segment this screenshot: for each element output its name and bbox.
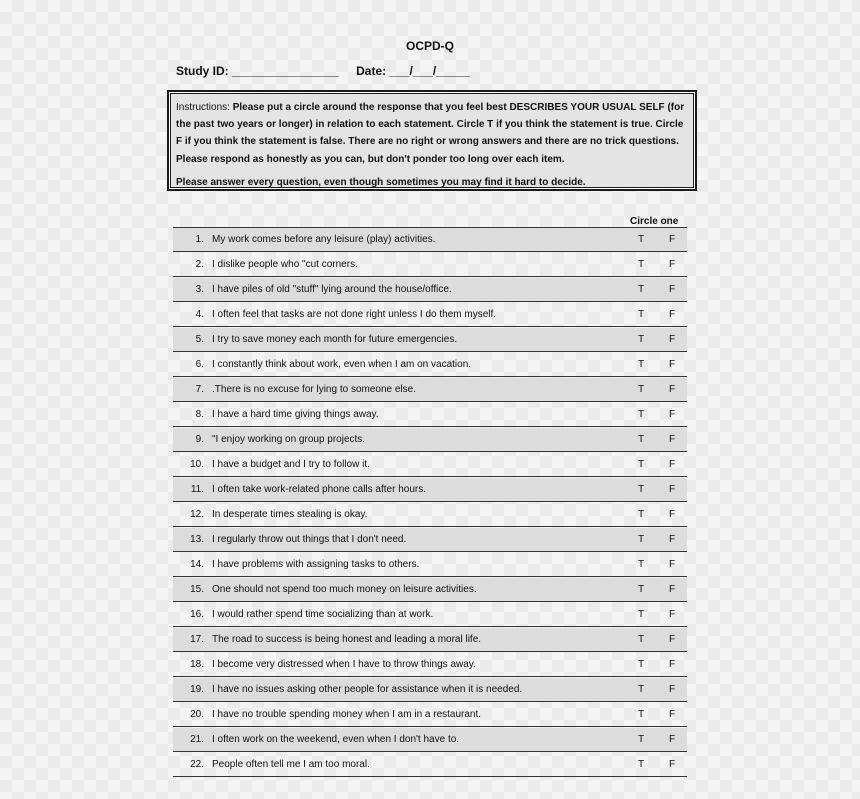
table-row bbox=[173, 553, 687, 577]
true-option[interactable]: T bbox=[638, 509, 645, 520]
form-title: OCPD-Q bbox=[406, 39, 454, 53]
item-number: 5. bbox=[195, 334, 204, 345]
true-option[interactable]: T bbox=[638, 409, 645, 420]
item-number: 2. bbox=[195, 259, 204, 270]
true-option[interactable]: T bbox=[638, 459, 645, 470]
false-option[interactable]: F bbox=[669, 534, 676, 545]
instructions-lead: Instructions: bbox=[176, 102, 230, 113]
table-row bbox=[173, 578, 687, 602]
table-row bbox=[173, 253, 687, 277]
item-statement: I would rather spend time socializing than at work. bbox=[212, 609, 434, 620]
table-row bbox=[173, 603, 687, 627]
true-option[interactable]: T bbox=[638, 234, 645, 245]
instructions-body: Please put a circle around the response that you feel best DESCRIBES YOUR USUAL SELF (for the past two years or longer) in relation to each statement. Circle T if you think the statement is true. Circle F if you think the statement is false. There are no right or wrong answers and there are no trick questions. Please respond as honestly as you can, but don't ponder too long over each item. bbox=[176, 102, 685, 165]
item-number: 8. bbox=[195, 409, 204, 420]
item-statement: "I enjoy working on group projects. bbox=[212, 434, 366, 445]
table-row bbox=[173, 753, 687, 777]
false-option[interactable]: F bbox=[669, 734, 676, 745]
circle-one-header: Circle one bbox=[630, 216, 679, 227]
true-option[interactable]: T bbox=[638, 609, 645, 620]
item-statement: In desperate times stealing is okay. bbox=[212, 509, 368, 520]
item-statement: I constantly think about work, even when I am on vacation. bbox=[212, 359, 472, 370]
true-option[interactable]: T bbox=[638, 684, 645, 695]
table-row bbox=[173, 678, 687, 702]
false-option[interactable]: F bbox=[669, 684, 676, 695]
false-option[interactable]: F bbox=[669, 284, 676, 295]
item-number: 18. bbox=[190, 659, 204, 670]
item-statement: I often feel that tasks are not done right unless I do them myself. bbox=[212, 309, 497, 320]
table-row bbox=[173, 653, 687, 677]
false-option[interactable]: F bbox=[669, 484, 676, 495]
item-statement: The road to success is being honest and leading a moral life. bbox=[212, 634, 482, 645]
true-option[interactable]: T bbox=[638, 559, 645, 570]
item-number: 3. bbox=[195, 284, 204, 295]
false-option[interactable]: F bbox=[669, 259, 676, 270]
instructions-footer: Please answer every question, even though sometimes you may find it hard to decide. bbox=[176, 176, 586, 188]
item-number: 1. bbox=[195, 234, 204, 245]
true-option[interactable]: T bbox=[638, 259, 645, 270]
false-option[interactable]: F bbox=[669, 334, 676, 345]
item-statement: People often tell me I am too moral. bbox=[212, 759, 370, 770]
true-option[interactable]: T bbox=[638, 284, 645, 295]
true-option[interactable]: T bbox=[638, 384, 645, 395]
table-row bbox=[173, 328, 687, 352]
item-number: 14. bbox=[190, 559, 204, 570]
table-row bbox=[173, 503, 687, 527]
false-option[interactable]: F bbox=[669, 409, 676, 420]
item-number: 21. bbox=[190, 734, 204, 745]
false-option[interactable]: F bbox=[669, 234, 676, 245]
item-number: 16. bbox=[190, 609, 204, 620]
item-statement: I often take work-related phone calls after hours. bbox=[212, 484, 427, 495]
true-option[interactable]: T bbox=[638, 484, 645, 495]
item-number: 20. bbox=[190, 709, 204, 720]
table-row bbox=[173, 703, 687, 727]
true-option[interactable]: T bbox=[638, 534, 645, 545]
item-statement: I often work on the weekend, even when I don't have to. bbox=[212, 734, 460, 745]
true-option[interactable]: T bbox=[638, 434, 645, 445]
item-statement: I have a budget and I try to follow it. bbox=[212, 459, 370, 470]
true-option[interactable]: T bbox=[638, 334, 645, 345]
table-row bbox=[173, 228, 687, 252]
true-option[interactable]: T bbox=[638, 659, 645, 670]
false-option[interactable]: F bbox=[669, 309, 676, 320]
true-option[interactable]: T bbox=[638, 359, 645, 370]
item-number: 7. bbox=[195, 384, 204, 395]
study-id-field: Study ID: ________________ bbox=[176, 64, 339, 78]
item-statement: I become very distressed when I have to throw things away. bbox=[212, 659, 476, 670]
true-option[interactable]: T bbox=[638, 759, 645, 770]
instructions-text bbox=[176, 99, 690, 168]
true-option[interactable]: T bbox=[638, 309, 645, 320]
false-option[interactable]: F bbox=[669, 359, 676, 370]
item-number: 19. bbox=[190, 684, 204, 695]
false-option[interactable]: F bbox=[669, 559, 676, 570]
table-row bbox=[173, 353, 687, 377]
false-option[interactable]: F bbox=[669, 459, 676, 470]
questionnaire-table bbox=[173, 227, 687, 778]
true-option[interactable]: T bbox=[638, 634, 645, 645]
item-statement: I have no trouble spending money when I am in a restaurant. bbox=[212, 709, 482, 720]
false-option[interactable]: F bbox=[669, 709, 676, 720]
table-row bbox=[173, 628, 687, 652]
item-statement: I have problems with assigning tasks to others. bbox=[212, 559, 420, 570]
item-number: 12. bbox=[190, 509, 204, 520]
item-statement: I regularly throw out things that I don't need. bbox=[212, 534, 407, 545]
item-statement: One should not spend too much money on leisure activities. bbox=[212, 584, 477, 595]
false-option[interactable]: F bbox=[669, 384, 676, 395]
false-option[interactable]: F bbox=[669, 584, 676, 595]
item-number: 13. bbox=[190, 534, 204, 545]
item-number: 22. bbox=[190, 759, 204, 770]
table-row bbox=[173, 428, 687, 452]
item-number: 15. bbox=[190, 584, 204, 595]
table-row bbox=[173, 278, 687, 302]
table-row bbox=[173, 303, 687, 327]
item-number: 9. bbox=[195, 434, 204, 445]
false-option[interactable]: F bbox=[669, 759, 676, 770]
item-number: 4. bbox=[195, 309, 204, 320]
table-row bbox=[173, 728, 687, 752]
item-number: 17. bbox=[190, 634, 204, 645]
false-option[interactable]: F bbox=[669, 659, 676, 670]
false-option[interactable]: F bbox=[669, 609, 676, 620]
item-statement: My work comes before any leisure (play) activities. bbox=[212, 234, 436, 245]
true-option[interactable]: T bbox=[638, 584, 645, 595]
false-option[interactable]: F bbox=[669, 509, 676, 520]
item-statement: I have piles of old "stuff" lying around the house/office. bbox=[212, 284, 452, 295]
table-row bbox=[173, 453, 687, 477]
true-option[interactable]: T bbox=[638, 734, 645, 745]
id-line bbox=[176, 64, 470, 78]
instructions-box bbox=[167, 90, 697, 191]
table-row bbox=[173, 478, 687, 502]
table-row bbox=[173, 403, 687, 427]
table-row bbox=[173, 378, 687, 402]
item-statement: I have no issues asking other people for assistance when it is needed. bbox=[212, 684, 523, 695]
item-number: 11. bbox=[190, 484, 204, 495]
item-number: 6. bbox=[195, 359, 204, 370]
item-statement: I try to save money each month for future emergencies. bbox=[212, 334, 458, 345]
table-row bbox=[173, 528, 687, 552]
false-option[interactable]: F bbox=[669, 434, 676, 445]
date-field: Date: ___/___/_____ bbox=[356, 64, 470, 78]
true-option[interactable]: T bbox=[638, 709, 645, 720]
false-option[interactable]: F bbox=[669, 634, 676, 645]
item-statement: I have a hard time giving things away. bbox=[212, 409, 379, 420]
item-statement: .There is no excuse for lying to someone else. bbox=[212, 384, 416, 395]
item-statement: I dislike people who "cut corners. bbox=[212, 259, 358, 270]
item-number: 10. bbox=[190, 459, 204, 470]
